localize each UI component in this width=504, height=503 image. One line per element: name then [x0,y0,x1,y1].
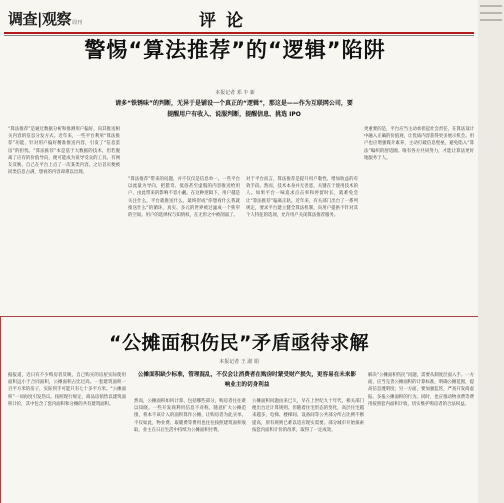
section-title: 评论 [199,11,253,31]
article-summary: 请多“铁锈味”的判断，无异于是铺设一个真正的“逻辑”，那这是——作为互联网公司，要提醒用户有收入、说服判断，提醒信息、挑选 IPO [115,100,353,118]
article-column: 然而，公摊面积如何计算、包括哪些部分，购房者往往难以知晓。一些开发商利用信息不对称，随意扩大公摊范围，将本不该计入的面积算作公摊，让购房者为此买单。不仅如此，物业费、取暖费等费用也往往按照建筑面积收取，业主在日后生活中持续为公摊面积付费。 [134,399,246,433]
series-sub: 周刊 [71,20,82,26]
article-byline: 本报记者 王 淑 娟 [219,359,259,365]
article-column: 更重要的是，平台应当主动承担起社会责任，在算法设计中融入正确的价值观，让优质内容获得更多展示机会。用户也应增强媒介素养，主动打破信息壁垒，避免陷入“算法”编织的舒适圈。唯有各方共同努力，才能让算法更好地服务于人。 [364,127,474,161]
article-byline: 本报记者 邓 丰 新 [215,90,255,96]
divider [480,19,502,21]
divider [480,5,502,7]
series-logo [8,8,82,26]
article-headline: 警惕“算法推荐”的“逻辑”陷阱 [84,38,386,62]
article-headline: “公摊面积伤民”矛盾亟待求解 [109,332,369,354]
series-name: 调查|观察 [8,10,71,28]
article-column: 据报道，近日有不少购房者反映，自己购买的房屋实际使用面积远小于合同面积，公摊面积占比过高。一套建筑面积一百平方米的房子，实际到手可能只有七十多平方米。“公摊面积”一词再度引发热议。按照现行规定，商品房销售以建筑面积计价，其中包含了套内面积和分摊的共有建筑面积。 [8,373,126,407]
article-column: “算法推荐”是通过数据分析和推测用户偏好，向其推送相关内容的信息分发方式。近年来，一些平台利用“算法推荐”功能，针对用户偏好精准推送内容，引发了“信息茧房”的担忧。“算法推荐”本是基于大数据的技术，但若脱离了应有的价值导向，便可能成为误导受众的工具。有网友反映，自己在平台上点了一次某类内容，之后首页便被同类信息占满，想看的内容却难以出现。 [8,127,120,176]
masthead [4,8,474,31]
divider [480,12,502,14]
article-column: 公摊面积问题由来已久，早在上世纪九十年代，相关部门便出台过计算规则。但随着住宅形态的变化，高层住宅越来越多，电梯、楼梯间、设备间等公共部分所占比例不断提高，原有规则已难以适应现实需要。部分城市开始探索按套内面积计价的改革，取得了一定成效。 [252,399,364,433]
article-column: “算法推荐”带来的问题，并不仅仅是信息单一。一些平台以流量为导向，把猎奇、低俗甚至虚假的内容推送给用户，由此带来的影响不容小觑。在这种逻辑下，用户越是关注什么，平台就推送什么，最终形成“你想看什么我就推送什么”的循环，真实、多元的世界被过滤成一个狭窄的空间。用户的选择权与知情权，在无形之中被削弱了。 [128,177,240,219]
adjacent-page-edge [478,0,504,503]
page-header [0,0,504,31]
article-summary: 公摊面积缺少标准，管理混乱，不仅会让消费者在购房时蒙受财产损失，更容易在未来影响业主的切身利益 [137,372,357,388]
article-column: 解决“公摊面积伤民”问题，需要从制度层面入手。一方面，应当完善公摊面积的计算标准，明确公摊范围，提高信息透明度；另一方面，要加强监管，严查开发商虚报、多报公摊面积的行为。同时，也应推动物业费等费用按照套内面积计收，切实维护购房者的合法权益。 [368,373,474,407]
article-column: 对于平台而言，算法推荐是提升用户黏性、增加收益的有效手段。然而，技术本身并无善恶，关键在于使用技术的人。如果平台一味追求点击率和停留时长，就难免会让“算法推荐”偏离正轨。近年来，有关部门出台了一系列规定，要求平台建立健全算法机制，向用户提供不针对其个人特征的选项，允许用户关闭算法推荐服务。 [246,177,358,219]
